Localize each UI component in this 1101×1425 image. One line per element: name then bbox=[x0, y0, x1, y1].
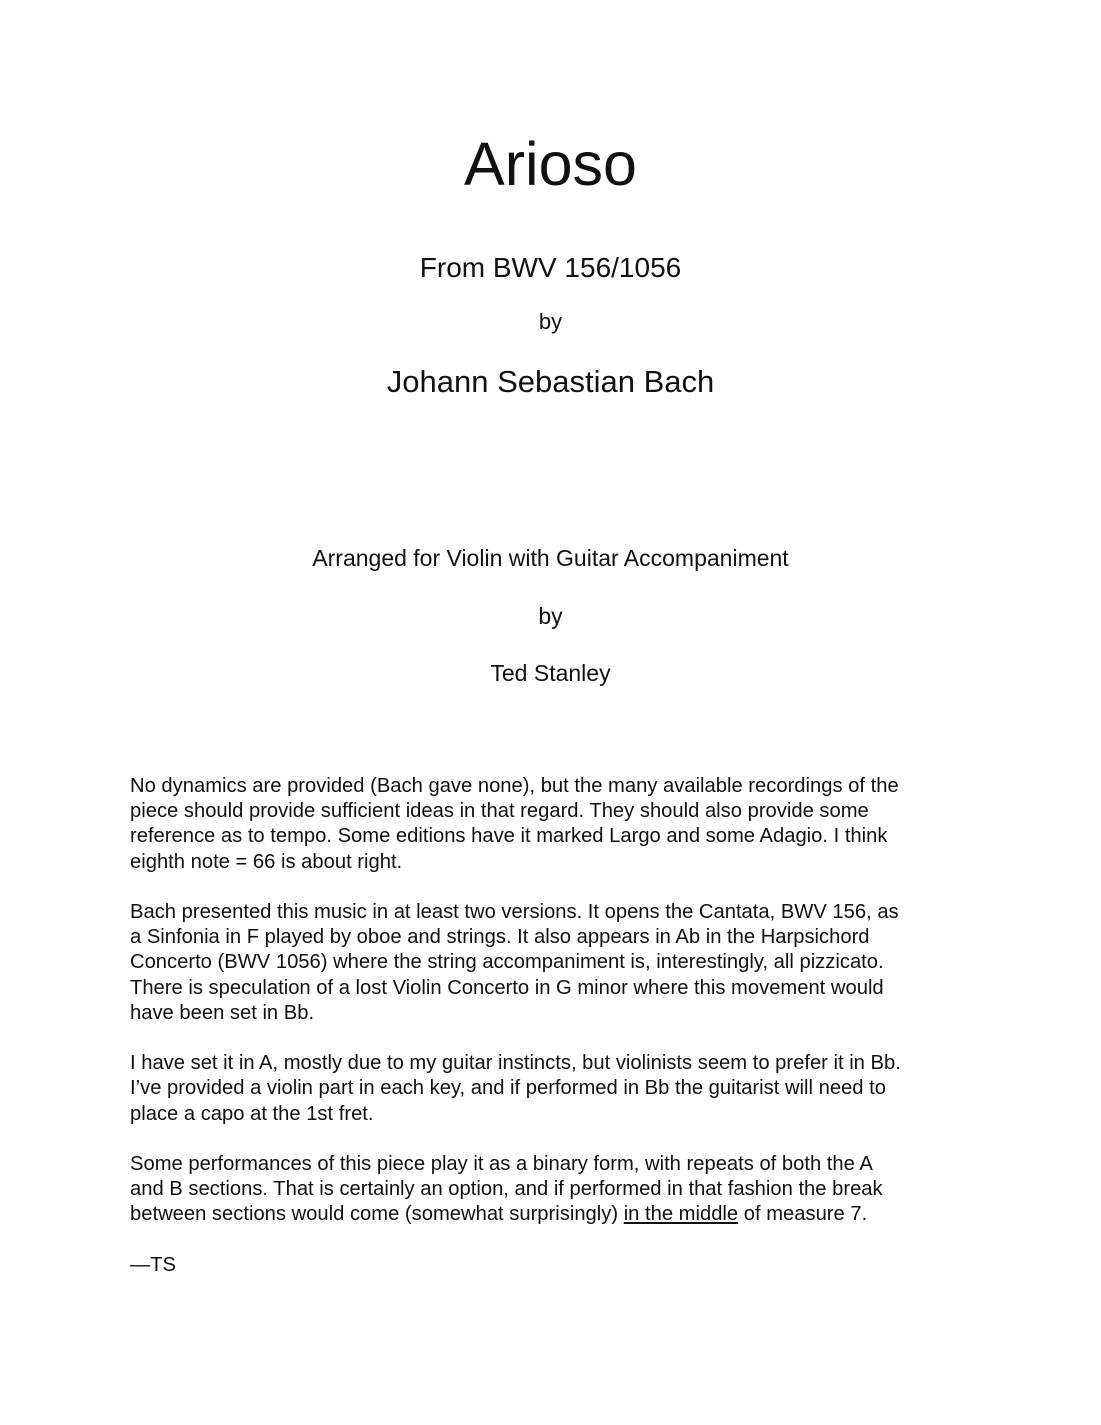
text-segment: between sections would come (somewhat surprisingly) bbox=[130, 1203, 624, 1226]
note-paragraph-dynamics bbox=[130, 774, 980, 875]
subtitle: From BWV 156/1056 bbox=[419, 252, 682, 283]
text-line: I have set it in A, mostly due to my guitar instincts, but violinists seem to prefer it in Bb. bbox=[130, 1052, 901, 1075]
by-label: by bbox=[538, 309, 563, 334]
text-line: eighth note = 66 is about right. bbox=[130, 850, 403, 873]
text-line: No dynamics are provided (Bach gave none), but the many available recordings of the bbox=[130, 775, 899, 797]
arrangement-description: Arranged for Violin with Guitar Accompaniment bbox=[312, 545, 789, 571]
text-line: place a capo at the 1st fret. bbox=[130, 1102, 374, 1125]
underlined-text: in the middle bbox=[623, 1203, 739, 1226]
arranger-name: Ted Stanley bbox=[490, 660, 611, 686]
text-line: Bach presented this music in at least two versions. It opens the Cantata, BWV 156, as bbox=[130, 901, 899, 923]
note-paragraph-versions bbox=[130, 900, 980, 1026]
composer-name: Johann Sebastian Bach bbox=[386, 364, 715, 399]
note-paragraph-form bbox=[130, 1152, 980, 1228]
note-paragraph-key bbox=[130, 1051, 980, 1127]
signature: —TS bbox=[130, 1253, 176, 1276]
text-line: Concerto (BWV 1056) where the string accompaniment is, interestingly, all pizzicato. bbox=[130, 951, 884, 974]
text-line: Some performances of this piece play it as a binary form, with repeats of both the A bbox=[130, 1153, 873, 1175]
text-line: a Sinfonia in F played by oboe and strings. It also appears in Ab in the Harpsichord bbox=[130, 926, 870, 949]
text-line: There is speculation of a lost Violin Concerto in G minor where this movement would bbox=[130, 976, 884, 999]
page-title: Arioso bbox=[464, 130, 637, 198]
notes-section bbox=[130, 774, 980, 1278]
text-line: piece should provide sufficient ideas in that regard. They should also provide some bbox=[130, 800, 869, 823]
text-line: reference as to tempo. Some editions have it marked Largo and some Adagio. I think bbox=[130, 825, 888, 848]
text-line: have been set in Bb. bbox=[130, 1001, 315, 1024]
text-line: I’ve provided a violin part in each key, and if performed in Bb the guitarist will need to bbox=[130, 1077, 886, 1100]
by-label-arranger: by bbox=[538, 603, 563, 629]
text-line: and B sections. That is certainly an option, and if performed in that fashion the break bbox=[130, 1178, 883, 1201]
text-segment: of measure 7. bbox=[738, 1203, 868, 1226]
text-line-last bbox=[130, 1202, 980, 1227]
